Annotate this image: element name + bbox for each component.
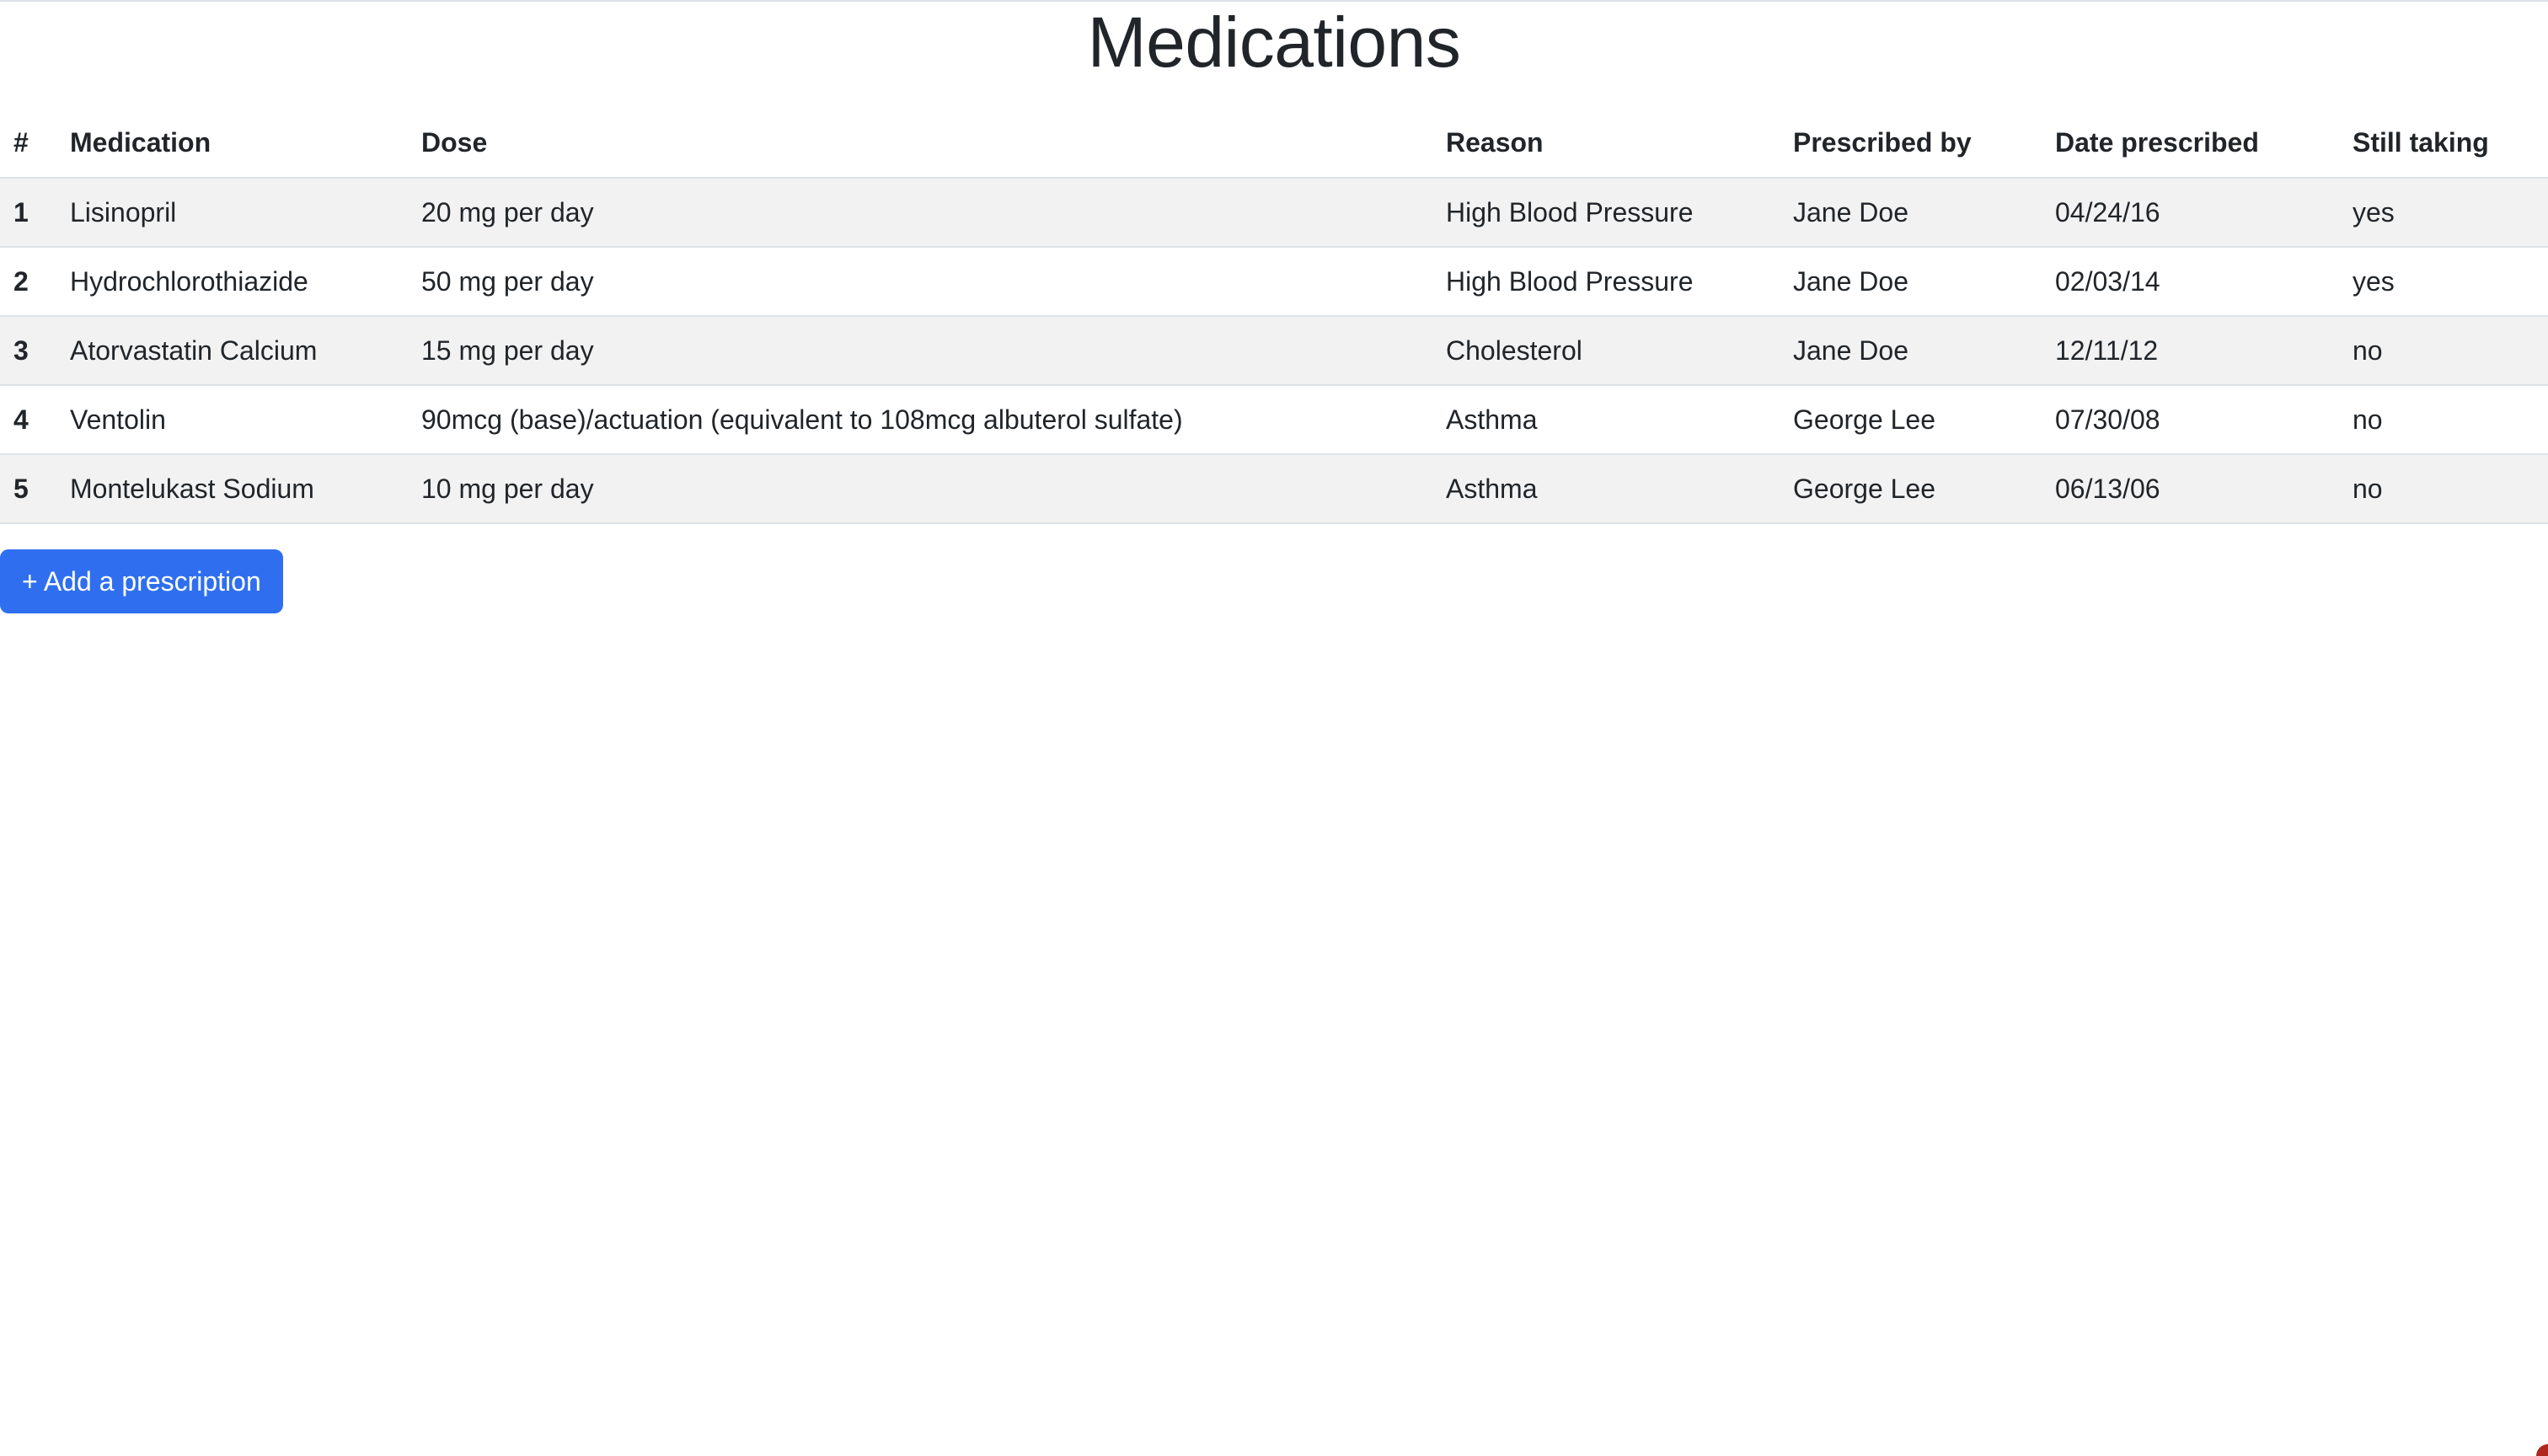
header-date-prescribed: Date prescribed (2042, 108, 2339, 178)
still-taking: no (2339, 385, 2548, 454)
still-taking: yes (2339, 178, 2548, 247)
dose: 50 mg per day (408, 247, 1432, 316)
dose: 20 mg per day (408, 178, 1432, 247)
reason: Asthma (1432, 454, 1780, 523)
medication-name: Lisinopril (56, 178, 408, 247)
header-still-taking: Still taking (2339, 108, 2548, 178)
table-row (0, 385, 2548, 454)
prescribed-by: George Lee (1780, 385, 2042, 454)
date-prescribed: 02/03/14 (2042, 247, 2339, 316)
table-row (0, 178, 2548, 247)
row-number: 3 (0, 316, 56, 385)
dose: 15 mg per day (408, 316, 1432, 385)
page-title: Medications (1087, 3, 1461, 82)
medications-table (0, 108, 2548, 524)
still-taking: yes (2339, 247, 2548, 316)
still-taking: no (2339, 454, 2548, 523)
table-row (0, 454, 2548, 523)
table-header-row (0, 108, 2548, 178)
prescribed-by: Jane Doe (1780, 247, 2042, 316)
date-prescribed: 07/30/08 (2042, 385, 2339, 454)
still-taking: no (2339, 316, 2548, 385)
header-medication: Medication (56, 108, 408, 178)
medication-name: Montelukast Sodium (56, 454, 408, 523)
row-number: 4 (0, 385, 56, 454)
medication-name: Hydrochlorothiazide (56, 247, 408, 316)
date-prescribed: 12/11/12 (2042, 316, 2339, 385)
medication-name: Atorvastatin Calcium (56, 316, 408, 385)
date-prescribed: 06/13/06 (2042, 454, 2339, 523)
reason: High Blood Pressure (1432, 247, 1780, 316)
header-number: # (0, 108, 56, 178)
dose: 90mcg (base)/actuation (equivalent to 108mcg albuterol sulfate) (408, 385, 1432, 454)
row-number: 2 (0, 247, 56, 316)
header-reason: Reason (1432, 108, 1780, 178)
reason: Asthma (1432, 385, 1780, 454)
prescribed-by: Jane Doe (1780, 316, 2042, 385)
dose: 10 mg per day (408, 454, 1432, 523)
reason: High Blood Pressure (1432, 178, 1780, 247)
prescribed-by: George Lee (1780, 454, 2042, 523)
table-row (0, 316, 2548, 385)
row-number: 1 (0, 178, 56, 247)
reason: Cholesterol (1432, 316, 1780, 385)
add-prescription-button[interactable]: + Add a prescription (0, 549, 283, 613)
window-corner (2536, 1444, 2548, 1456)
medication-name: Ventolin (56, 385, 408, 454)
table-row (0, 247, 2548, 316)
row-number: 5 (0, 454, 56, 523)
header-prescribed-by: Prescribed by (1780, 108, 2042, 178)
header-dose: Dose (408, 108, 1432, 178)
date-prescribed: 04/24/16 (2042, 178, 2339, 247)
prescribed-by: Jane Doe (1780, 178, 2042, 247)
